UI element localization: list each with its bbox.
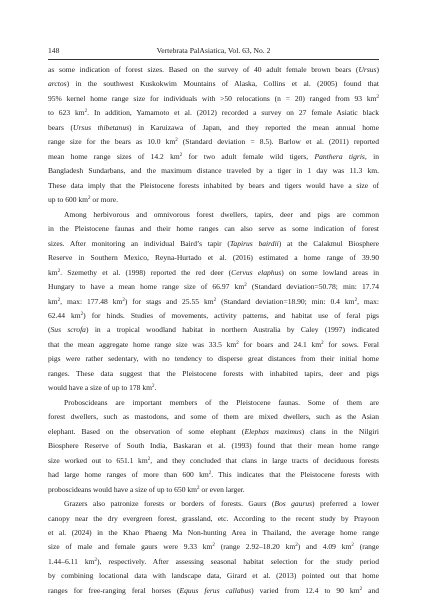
species-name: Bos gaurus [274,499,313,509]
superscript: 2 [212,543,215,549]
page-number: 148 [48,46,60,55]
text-run: ) [376,65,379,74]
text-line [48,164,379,178]
superscript: 2 [94,557,98,563]
header-rule [48,59,379,60]
text-line [48,396,379,410]
text-run: by combining locational data with landscape data, Girard et al. (2013) pointed out that home [48,571,379,581]
text-line [48,179,379,193]
text-line [48,439,379,453]
superscript: 2 [175,138,178,144]
text-run: (range 2.92–18.20 km [214,542,296,552]
text-line [48,77,379,91]
text-line [48,280,379,294]
text-run: km [48,296,58,306]
text-run: ( [48,325,51,335]
superscript: 2 [197,485,200,491]
text-run: km [48,267,58,277]
superscript: 2 [151,384,155,390]
text-run: ) in the southwest Kuskokwim Mountains of Alaska, Collins et al. (2005) found that [66,79,379,89]
text-line [48,410,379,424]
text-run: or even larger. [199,484,245,494]
text-run: would have a size of up to 178 km [48,383,152,393]
text-run: bears ( [48,122,73,132]
body-text [48,63,379,598]
text-line [48,569,379,583]
superscript: 2 [147,456,151,462]
text-run: Reserve in Southern Mexico, Reyna-Hurtado et al. (2016) estimated a home range of 39.90 [48,253,379,263]
text-line [48,512,379,526]
text-run: (Standard deviation=18.90; min: 0.4 km [216,296,355,306]
text-line [48,309,379,323]
species-name: Tapirus bairdii [229,238,279,248]
species-name: Elephas maximus [244,426,302,436]
text-run: to 623 km [48,108,85,118]
text-line [48,468,379,482]
text-run: Proboscideans are important members of the Pleistocene faunas. Some of them are [64,397,379,407]
text-run: ) preferred a lower [312,499,379,509]
text-line [48,367,379,381]
text-run: , max: [357,296,379,306]
text-run: . Szemethy et al. (1998) reported the red deer ( [60,267,232,277]
text-run: sizes. After monitoring an individual Baird’s tapir ( [48,238,230,248]
text-line [48,526,379,540]
text-run: ) varied from 12.4 to 90 km [251,585,360,595]
text-run: mean home range sizes of 14.2 km [48,151,180,161]
text-run: ) for stags and 25.55 km [124,296,214,306]
superscript: 2 [88,196,91,202]
superscript: 2 [376,94,379,100]
text-run: for boars and 24.1 km [238,339,322,349]
text-run: ) and 4.09 km [297,542,352,552]
text-run: . This indicates that the Pleistocene forests with [211,470,379,480]
text-run: pigs were rather sedentary, with no tendency to disperse great distances from their initial home [48,354,379,364]
text-run: size worked out to 651.1 km [48,455,148,465]
superscript: 2 [57,268,61,274]
text-run: up to 600 km [48,195,89,205]
superscript: 2 [122,297,125,303]
text-run: (Standard deviation = 8.5). Barlow et al. (2011) reported [177,137,379,147]
text-line [48,208,379,222]
text-run: , max: 177.48 km [60,296,123,306]
text-run: size of male and female gaurs were 9.33 km [48,542,213,552]
text-line [48,483,379,497]
text-run: ), respectively. After assessing seasonal habitat selection for the study period [97,556,379,566]
journal-title: Vertebrata PalAsiatica, Vol. 63, No. 2 [156,46,271,55]
text-line [48,425,379,439]
text-run: ) in a tropical woodland habitat in northern Australia by Caley (1997) indicated [85,325,379,335]
text-run: that the mean aggregate home range size was 33.5 km [48,339,237,349]
text-line [48,323,379,337]
text-line [48,352,379,366]
text-run: ) clans in the Nilgiri [301,426,379,436]
text-run: ) for hinds. Studies of movements, activity patterns, and habitat use of feral pigs [83,310,379,320]
text-run: (range [353,542,379,552]
text-run: (Standard deviation=50.78; min: 17.74 [246,282,379,292]
text-run: , and they concluded that clans in large tracts of deciduous forests [150,455,379,465]
superscript: 2 [80,311,84,317]
text-run: ) at the Calakmul Biosphere [278,238,379,248]
superscript: 2 [244,283,247,289]
superscript: 2 [208,471,212,477]
text-run: . In addition, Yamamoto et al. (2012) recorded a survey on 27 female Asiatic black [87,108,379,118]
text-line [48,266,379,280]
species-name: Sus scrofa [50,325,86,335]
text-run: These data imply that the Pleistocene forests inhabited by bears and tigers would have a size of [48,180,379,190]
text-run: for sows. Feral [323,339,379,349]
superscript: 2 [84,109,88,115]
text-run: elephant. Based on the observation of some elephant ( [48,426,245,436]
text-run: canopy near the dry evergreen forest, grassland, etc. According to the recent study by Prayoon [48,513,379,523]
species-name: Panthera tigris [314,151,365,161]
text-line [48,584,379,598]
text-run: or more. [90,195,119,205]
superscript: 2 [57,297,61,303]
text-line [48,150,379,164]
text-run: , in [364,151,379,161]
superscript: 2 [321,340,324,346]
text-line [48,497,379,511]
superscript: 2 [179,152,183,158]
text-run: ranges for free-ranging feral horses ( [48,585,180,595]
text-line [48,135,379,149]
text-line [48,381,379,395]
superscript: 2 [236,340,239,346]
text-run: Among herbivorous and omnivorous forest dwellers, tapirs, deer and pigs are common [64,209,379,219]
text-line [48,121,379,135]
text-line [48,63,379,77]
species-name: Cervus elaphus [231,267,282,277]
text-line [48,540,379,554]
superscript: 2 [359,586,363,592]
species-name: arctos [48,79,67,89]
text-run: ranges. These data suggest that the Pleistocene forests with inhabited tapirs, deer and pigs [48,368,379,378]
text-line [48,237,379,251]
text-run: forest dwellers, such as mastodons, and some of them are mixed dwellers, such as the Asian [48,412,379,422]
text-run: and [362,585,379,595]
species-name: Equus ferus callabus [179,585,252,595]
text-line [48,222,379,236]
superscript: 2 [295,543,298,549]
superscript: 2 [351,543,354,549]
text-run: 62.44 km [48,310,81,320]
text-run: . [154,383,157,393]
species-name: Ursus [358,65,377,74]
text-run: Grazers also patronize forests or borders of forests. Gaurs ( [64,499,275,509]
text-line [48,454,379,468]
text-line [48,251,379,265]
text-run: Hungary to have a mean home range size of 66.97 km [48,282,245,292]
species-name: Ursus thibetanus [73,122,130,132]
text-line [48,295,379,309]
running-header [48,44,379,58]
text-line [48,193,379,207]
text-run: as some indication of forest sizes. Based on the survey of 40 adult female brown bears ( [48,65,359,74]
superscript: 2 [354,297,358,303]
text-run: in the Pleistocene faunas and their home ranges can also serve as some indication of forest [48,224,379,234]
text-run: for two adult female wild tigers, [182,151,315,161]
text-run: 95% kernel home range size for individuals with >50 relocations (n = 20) ranged from 93 km [48,93,377,103]
text-run: proboscideans would have a size of up to 650 km [48,484,198,494]
text-line [48,106,379,120]
text-run: Bangladesh Sundarbans, and the maximum distance traveled by a tiger in 1 day was 11.3 km. [48,166,379,176]
text-line [48,338,379,352]
text-run: ) in Karuizawa of Japan, and they reported the mean annual home [129,122,379,132]
text-run: et al. (2024) in the Khao Phaeng Ma Non-hunting Area in Thailand, the average home range [48,528,379,537]
text-run: ) on some lowland areas in [281,267,379,277]
text-run: 1.44–6.11 km [48,556,95,566]
text-run: had large home ranges of more than 600 km [48,470,209,480]
text-line [48,555,379,569]
text-line [48,92,379,106]
superscript: 2 [213,297,217,303]
text-run: Biosphere Reserve of South India, Baskaran et al. (1993) found that their mean home range [48,441,379,451]
text-run: range size for the bears as 10.0 km [48,137,176,147]
